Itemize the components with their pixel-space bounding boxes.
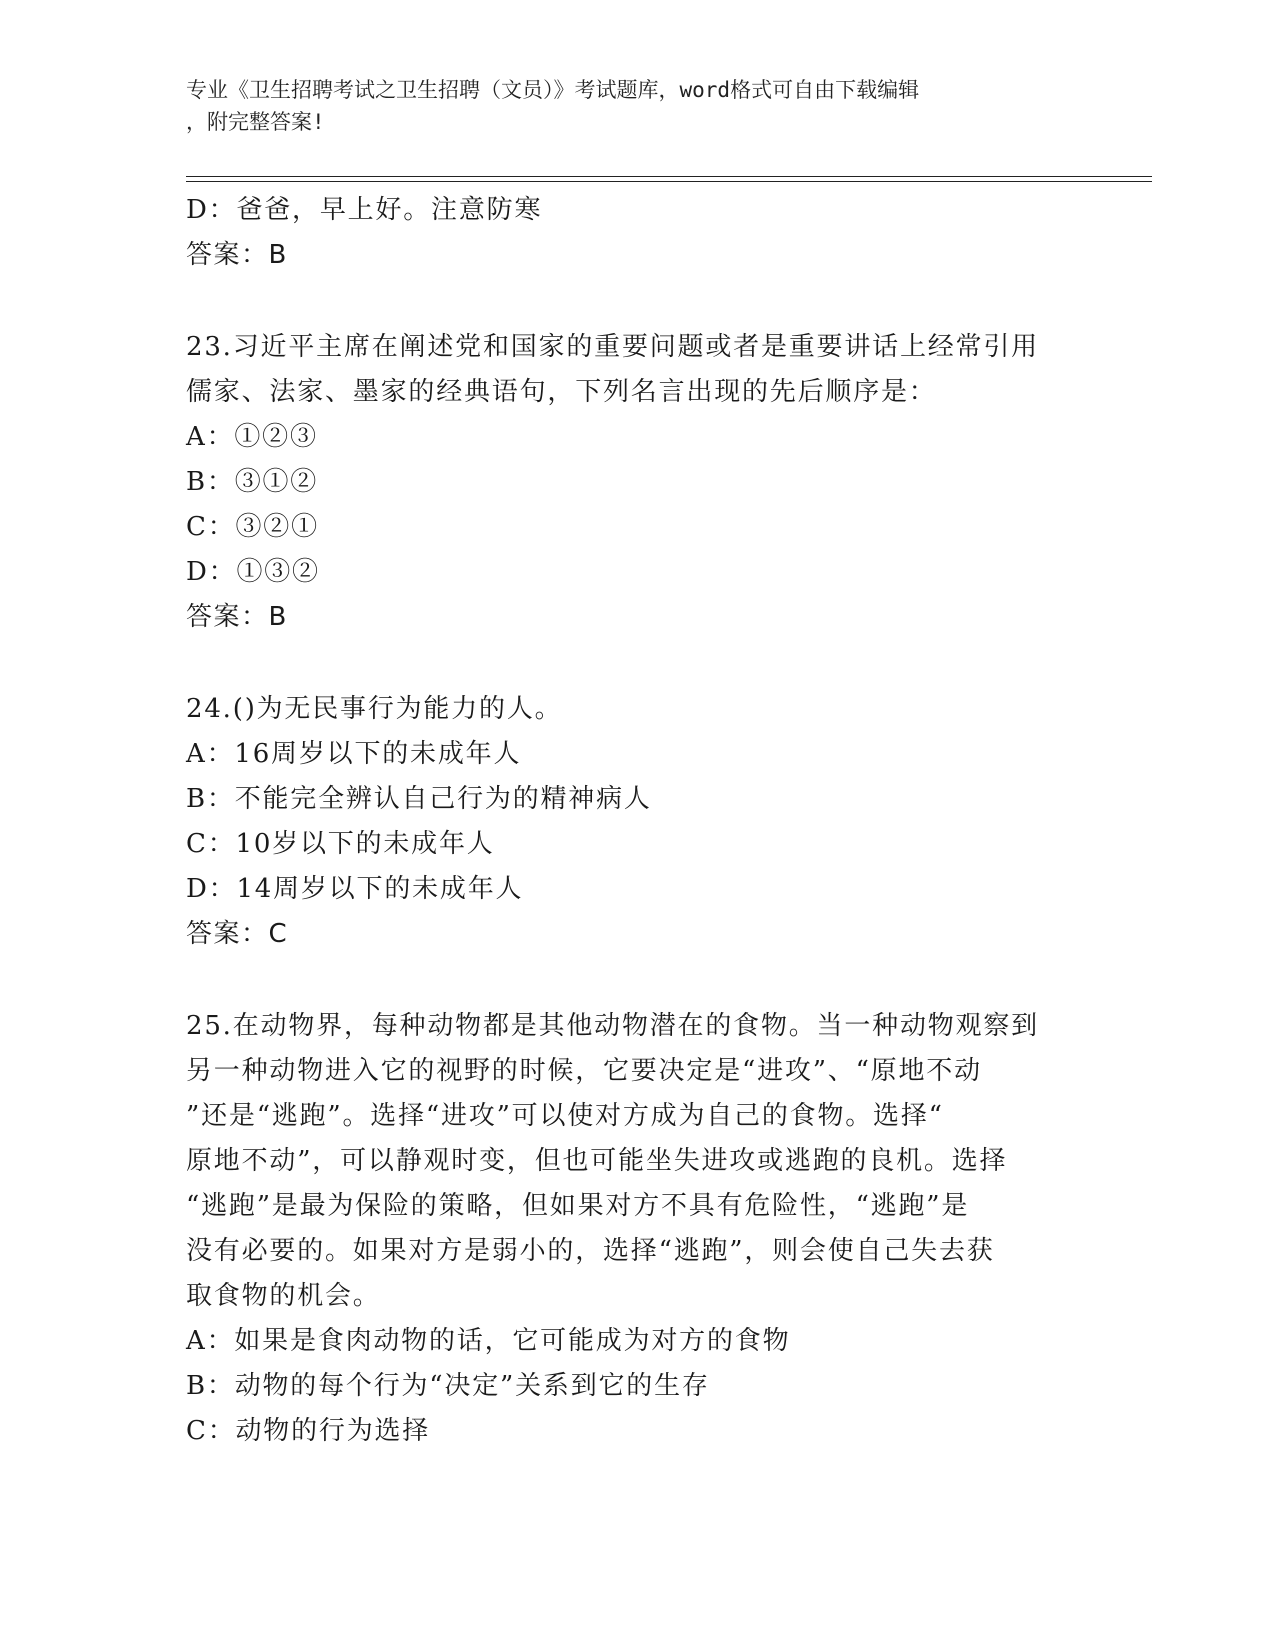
answer: 答案：C xyxy=(186,919,289,949)
question-22-tail xyxy=(186,188,1086,278)
header-line-1: 专业《卫生招聘考试之卫生招聘（文员）》考试题库，word格式可自由下载编辑 xyxy=(186,78,920,102)
option-d: D：爸爸，早上好。注意防寒 xyxy=(186,195,543,225)
header-line-2: ，附完整答案! xyxy=(186,110,325,134)
question-25 xyxy=(186,1004,1086,1454)
option-b: B：动物的每个行为“决定”关系到它的生存 xyxy=(186,1371,710,1401)
option-d: D：①③② xyxy=(186,557,320,587)
option-a: A：16周岁以下的未成年人 xyxy=(186,739,522,769)
answer: 答案：B xyxy=(186,240,288,270)
answer: 答案：B xyxy=(186,602,288,632)
option-a: A：①②③ xyxy=(186,422,318,452)
question-stem-line: 另一种动物进入它的视野的时候，它要决定是“进攻”、“原地不动 xyxy=(186,1056,982,1086)
question-content xyxy=(186,188,1086,1454)
question-stem-line: 原地不动”，可以静观时变，但也可能坐失进攻或逃跑的良机。选择 xyxy=(186,1146,1008,1176)
question-stem-line: “逃跑”是最为保险的策略，但如果对方不具有危险性，“逃跑”是 xyxy=(186,1191,970,1221)
option-c: C：③②① xyxy=(186,512,319,542)
option-b: B：③①② xyxy=(186,467,319,497)
question-stem-line: 23.习近平主席在阐述党和国家的重要问题或者是重要讲话上经常引用 xyxy=(186,332,1039,362)
spacer xyxy=(186,957,1086,1004)
option-c: C：动物的行为选择 xyxy=(186,1416,431,1446)
question-stem-line: 25.在动物界，每种动物都是其他动物潜在的食物。当一种动物观察到 xyxy=(186,1011,1039,1041)
page-header xyxy=(186,74,1066,138)
question-stem-line: ”还是“逃跑”。选择“进攻”可以使对方成为自己的食物。选择“ xyxy=(186,1101,944,1131)
header-divider-bottom xyxy=(186,181,1152,182)
option-c: C：10岁以下的未成年人 xyxy=(186,829,495,859)
header-divider-top xyxy=(186,176,1152,177)
spacer xyxy=(186,640,1086,687)
spacer xyxy=(186,278,1086,325)
question-stem-line: 儒家、法家、墨家的经典语句，下列名言出现的先后顺序是： xyxy=(186,377,937,407)
question-24 xyxy=(186,687,1086,957)
question-stem-line: 取食物的机会。 xyxy=(186,1281,381,1311)
question-stem-line: 没有必要的。如果对方是弱小的，选择“逃跑”，则会使自己失去获 xyxy=(186,1236,995,1266)
option-b: B：不能完全辨认自己行为的精神病人 xyxy=(186,784,652,814)
option-a: A：如果是食肉动物的话，它可能成为对方的食物 xyxy=(186,1326,791,1356)
option-d: D：14周岁以下的未成年人 xyxy=(186,874,524,904)
question-stem-line: 24.()为无民事行为能力的人。 xyxy=(186,694,563,724)
question-23 xyxy=(186,325,1086,640)
